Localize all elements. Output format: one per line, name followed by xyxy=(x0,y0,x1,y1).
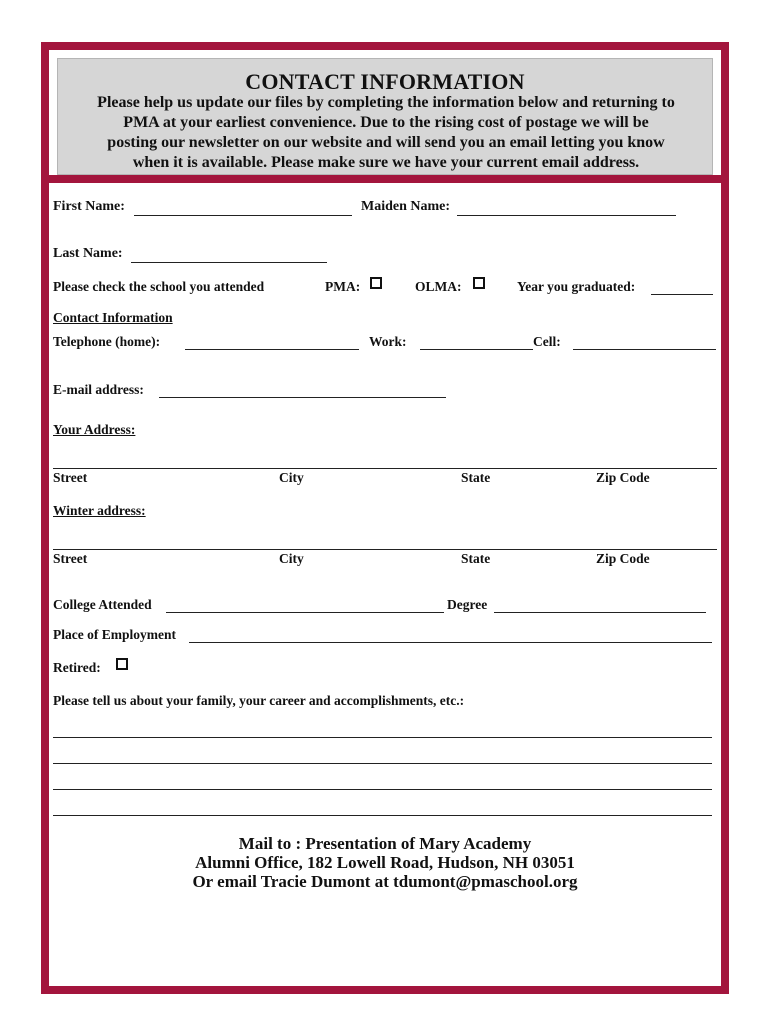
city-label: City xyxy=(279,470,304,485)
winter-zip-code-label: Zip Code xyxy=(596,551,650,566)
retired-label: Retired: xyxy=(53,660,101,675)
first-name-label: First Name: xyxy=(53,199,125,214)
email-field[interactable] xyxy=(159,397,446,398)
header-divider xyxy=(49,175,721,183)
first-name-field[interactable] xyxy=(134,215,352,216)
intro-line: posting our newsletter on our website and will send you an email letting you know xyxy=(107,134,665,151)
zip-code-label: Zip Code xyxy=(596,470,650,485)
header-panel xyxy=(57,58,713,175)
intro-line: PMA at your earliest convenience. Due to the rising cost of postage we will be xyxy=(123,114,649,131)
olma-label: OLMA: xyxy=(415,279,462,294)
winter-city-label: City xyxy=(279,551,304,566)
employment-label: Place of Employment xyxy=(53,627,176,642)
intro-text xyxy=(70,93,702,173)
telephone-home-field[interactable] xyxy=(185,349,359,350)
family-prompt: Please tell us about your family, your career and accomplishments, etc.: xyxy=(53,693,465,708)
maiden-name-label: Maiden Name: xyxy=(361,199,451,214)
form-frame xyxy=(41,42,729,994)
intro-line: when it is available. Please make sure we have your current email address. xyxy=(132,154,640,171)
address-line: Alumni Office, 182 Lowell Road, Hudson, NH 03051 xyxy=(195,853,575,872)
page-title: CONTACT INFORMATION xyxy=(245,69,525,94)
degree-field[interactable] xyxy=(494,612,706,613)
maiden-name-field[interactable] xyxy=(457,215,676,216)
work-phone-field[interactable] xyxy=(420,349,533,350)
pma-checkbox[interactable] xyxy=(370,277,382,289)
cell-phone-field[interactable] xyxy=(573,349,716,350)
your-address-heading: Your Address: xyxy=(53,422,136,437)
address-field[interactable] xyxy=(53,468,717,469)
school-prompt: Please check the school you attended xyxy=(53,279,265,294)
work-label: Work: xyxy=(369,334,407,349)
winter-address-heading: Winter address: xyxy=(53,503,146,518)
winter-state-label: State xyxy=(461,551,491,566)
winter-street-label: Street xyxy=(53,551,88,566)
family-line[interactable] xyxy=(53,763,712,764)
winter-address-field[interactable] xyxy=(53,549,717,550)
degree-label: Degree xyxy=(447,597,488,612)
cell-label: Cell: xyxy=(533,334,561,349)
last-name-field[interactable] xyxy=(131,262,327,263)
college-field[interactable] xyxy=(166,612,444,613)
college-label: College Attended xyxy=(53,597,152,612)
year-graduated-field[interactable] xyxy=(651,294,713,295)
year-graduated-label: Year you graduated: xyxy=(517,279,636,294)
retired-checkbox[interactable] xyxy=(116,658,128,670)
family-line[interactable] xyxy=(53,789,712,790)
street-label: Street xyxy=(53,470,88,485)
employment-field[interactable] xyxy=(189,642,712,643)
pma-label: PMA: xyxy=(325,279,361,294)
email-contact-line: Or email Tracie Dumont at tdumont@pmaschool.org xyxy=(192,872,578,891)
family-line[interactable] xyxy=(53,815,712,816)
intro-line: Please help us update our files by completing the information below and returning to xyxy=(97,94,675,111)
telephone-home-label: Telephone (home): xyxy=(53,334,161,349)
last-name-label: Last Name: xyxy=(53,246,123,261)
olma-checkbox[interactable] xyxy=(473,277,485,289)
email-label: E-mail address: xyxy=(53,382,144,397)
family-line[interactable] xyxy=(53,737,712,738)
contact-info-heading: Contact Information xyxy=(53,310,173,325)
state-label: State xyxy=(461,470,491,485)
mail-to-line: Mail to : Presentation of Mary Academy xyxy=(238,834,532,853)
